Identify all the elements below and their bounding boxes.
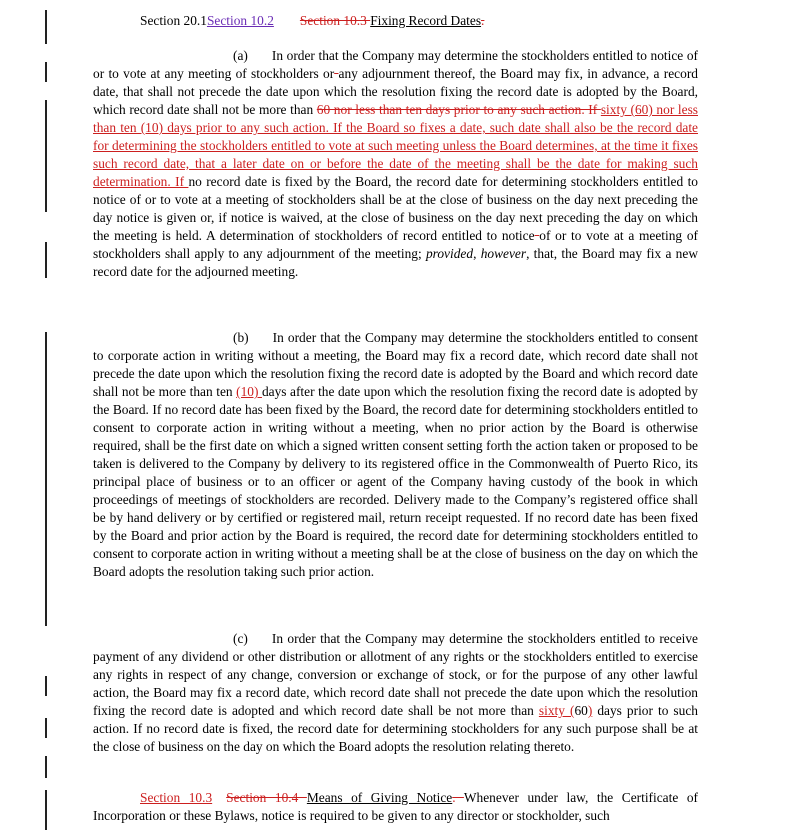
old-section-number: Section 20.1 xyxy=(140,13,207,28)
paragraph-b: (b) In order that the Company may determine the stockholders entitled to consent to corporate action in writing without a meeting, the Board may fix a record date, which record date shall not precede the date upon which the resolution fixing the record date is adopted by the Board and which record date shall not be more than ten (10) days after the date upon which the resolution fixing the record date is adopted by the Board. If no record date has been fixed by the Board, the record date for determining stockholders entitled to consent to corporate action in writing without a meeting, when no prior action by the Board is otherwise required, shall be the first date on which a signed written consent setting forth the action taken or proposed to be taken is delivered to the Company by delivery to its registered office in the Commonwealth of Puerto Rico, its principal place of business or to an officer or agent of the Company having custody of the book in which proceedings of meetings of stockholders are recorded. Delivery made to the Company’s registered office shall be by hand delivery or by certified or registered mail, return receipt requested. If no record date has been fixed by the Board and prior action by the Board is required, the record date for determining stockholders entitled to consent to corporate action in writing without a meeting shall be at the close of business on the day on which the Board adopts the resolution taking such prior action. xyxy=(93,330,699,579)
inserted-text: sixty ( xyxy=(538,703,575,718)
paragraph-a: (a) In order that the Company may determine the stockholders entitled to notice of or to vote at any meeting of stockholders or any adjournment thereof, the Board may fix, in advance, a record date, that shall not precede the date upon which the resolution fixing the record date is adopted by the Board, which record date shall not be more than 60 nor less than ten days prior to any such action. If sixty (60) nor less than ten (10) days prior to any such action. If the Board so fixes a date, such date shall also be the record date for determining the stockholders entitled to vote at such meeting unless the Board determines, at the time it fixes such record date, that a later date on or before the date of the meeting shall be the date for making such determination. If no record date is fixed by the Board, the record date for determining stockholders entitled to notice of or to vote at a meeting of stockholders shall be at the close of business on the day next preceding the day notice is given or, if notice is waived, at the close of business on the day next preceding the day on which the meeting is held. A determination of stockholders of record entitled to notice of or to vote at a meeting of stockholders shall apply to any adjournment of the meeting; provided, however, that, the Board may fix a new record date for the adjourned meeting. xyxy=(93,48,699,279)
deleted-text: 60 nor less than ten days prior to any such action. If xyxy=(316,102,601,117)
section-10-3: Section 10.3 Section 10.4 Means of Giving Notice. Whenever under law, the Certificate of Incorporation or these Bylaws, notice is required to be given to any director or stockholder, such xyxy=(93,790,698,823)
paragraph-label: (b) xyxy=(233,330,249,345)
new-section-number: Section 10.2 xyxy=(206,13,274,28)
paragraph-label: (c) xyxy=(233,631,248,646)
change-bar xyxy=(45,332,47,626)
paragraph-label: (a) xyxy=(233,48,248,63)
deleted-section-number: Section 10.3 xyxy=(299,13,371,28)
section-title: Means of Giving Notice xyxy=(306,790,453,805)
change-bar xyxy=(45,100,47,212)
inserted-text: (10) xyxy=(236,384,262,399)
change-bar xyxy=(45,676,47,696)
inserted-text: sixty (60) nor less than ten (10) days prior to any such action. If the Board so fixes a date, such date shall also be the record date for determining the stockholders entitled to vote at such meeting unless the Board determines, at the time it fixes such record date, that a later date on or before the date of the meeting shall be the date for making such determination. If xyxy=(93,102,698,189)
paragraph-c: (c) In order that the Company may determine the stockholders entitled to receive payment of any dividend or other distribution or allotment of any rights or the stockholders entitled to exercise any rights in respect of any change, conversion or exchange of stock, or for the purpose of any other lawful action, the Board may fix a record date, which record date shall not precede the date upon which the resolution fixing the record date is adopted and which record date shall be not more than sixty (60) days prior to such action. If no record date is fixed, the record date for determining stockholders for any such purpose shall be at the close of business on the day on which the Board adopts the resolution relating thereto. xyxy=(93,631,698,754)
section-heading xyxy=(140,12,484,30)
change-bar xyxy=(45,718,47,738)
deleted-period: . xyxy=(481,13,485,28)
deleted-section-number: Section 10.4 xyxy=(226,790,307,805)
new-section-number: Section 10.3 xyxy=(140,790,213,805)
change-bar xyxy=(45,242,47,278)
deleted-period: . xyxy=(452,790,464,805)
change-bar xyxy=(45,790,47,830)
change-bar xyxy=(45,62,47,82)
change-bar xyxy=(45,10,47,44)
section-title: Fixing Record Dates xyxy=(370,13,482,28)
inserted-text: ) xyxy=(587,703,593,718)
change-bar xyxy=(45,756,47,778)
